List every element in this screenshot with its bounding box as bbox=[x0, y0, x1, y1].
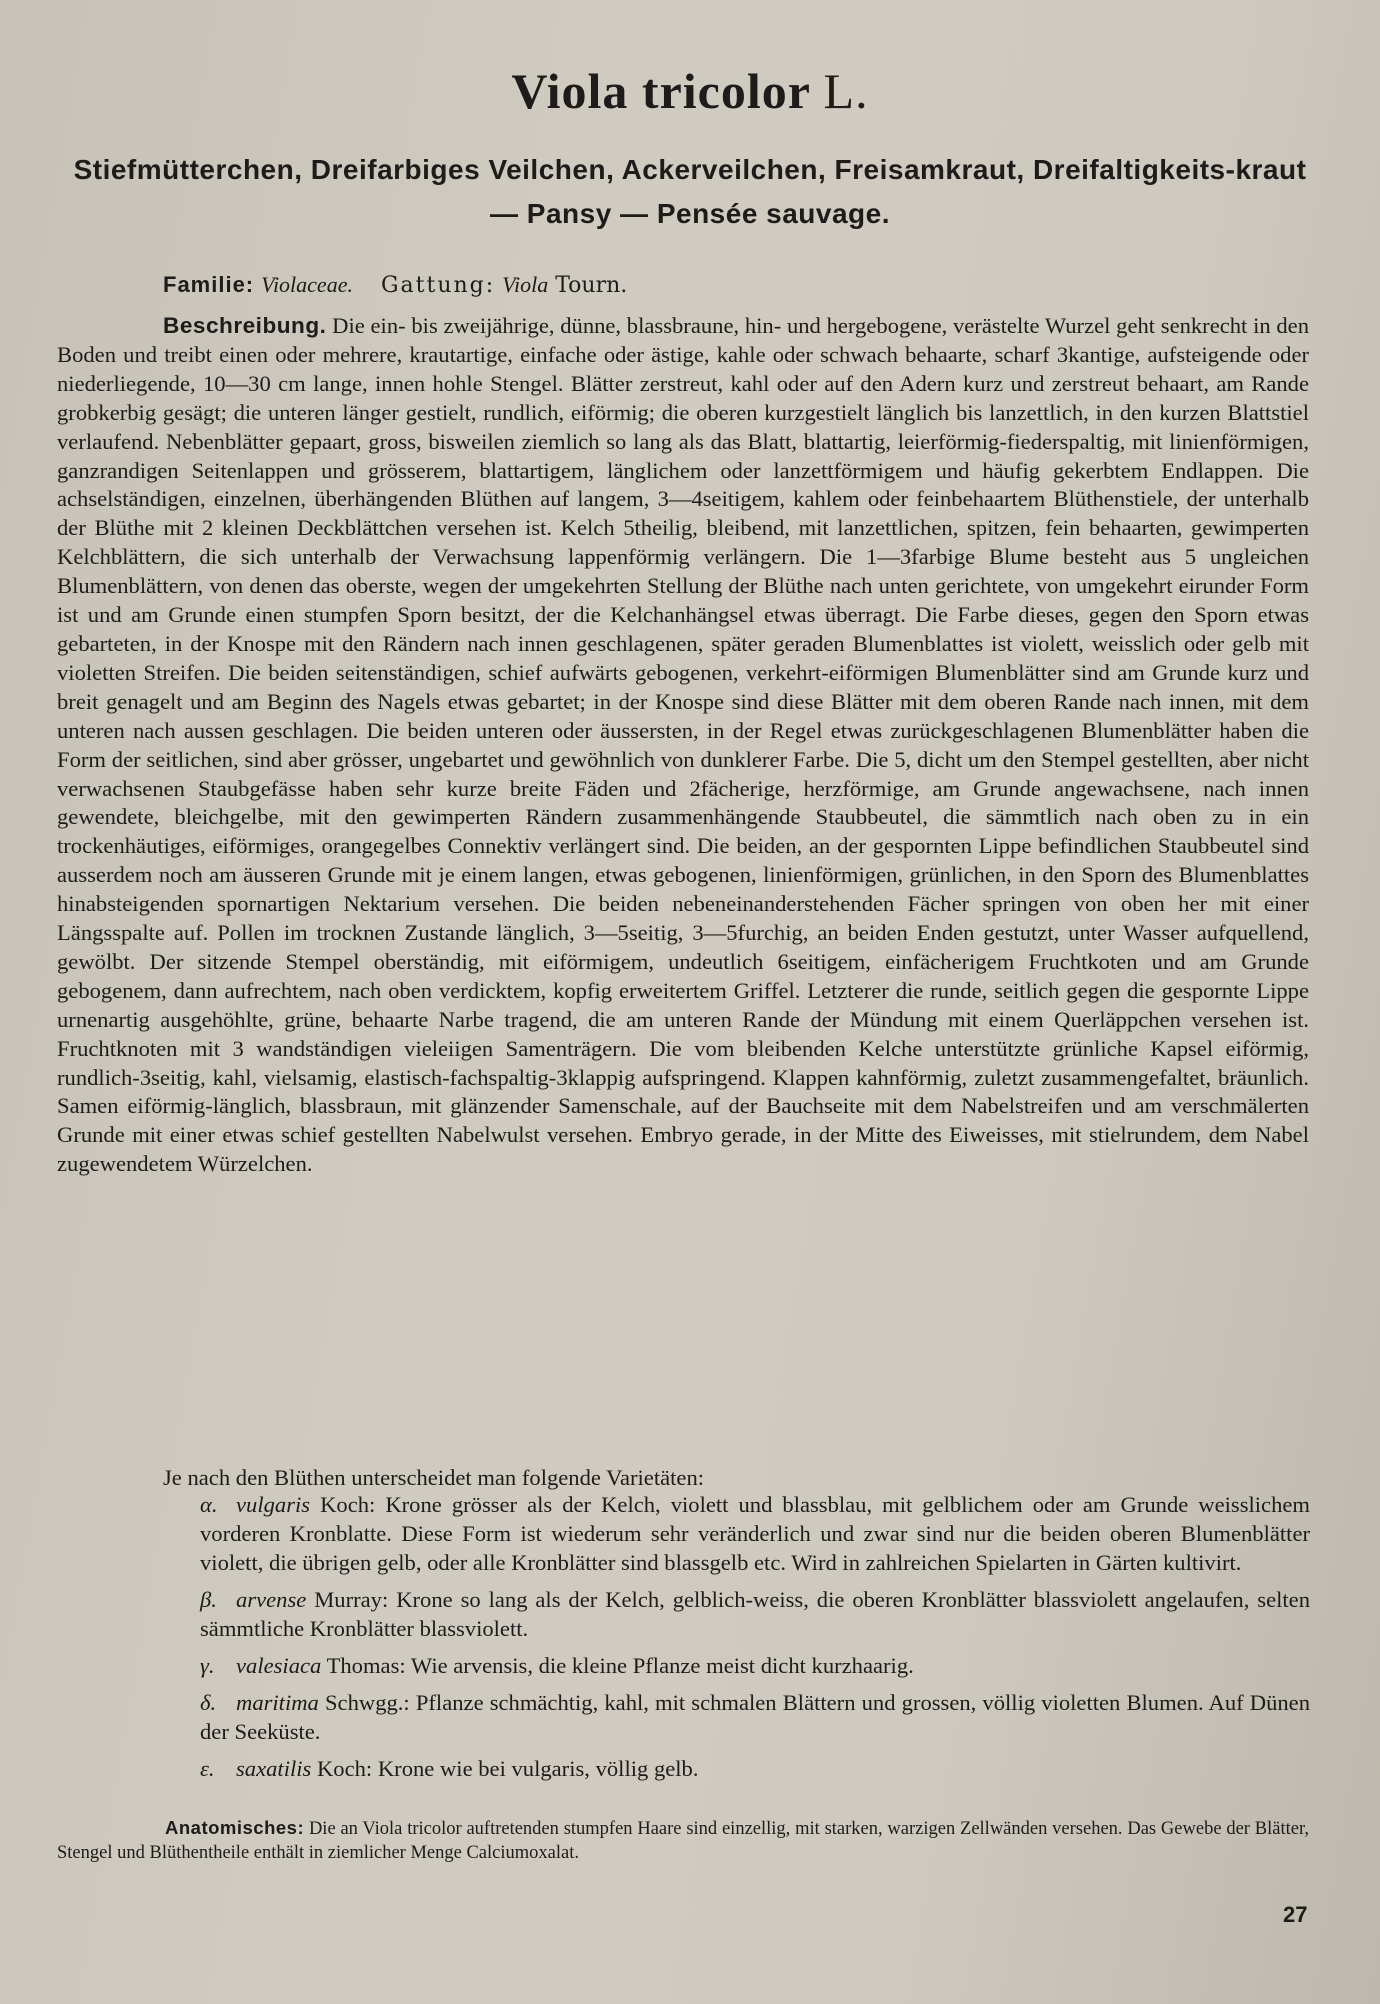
variety-author: Koch: bbox=[316, 1756, 373, 1781]
familie-label: Familie: bbox=[163, 272, 255, 297]
variety-text: Krone so lang als der Kelch, gelblich-weiss, die oberen Kronblätter blassviolett angelaufen, selten sämmtliche Kronblätter blassviolett. bbox=[200, 1587, 1310, 1641]
classification-line bbox=[163, 272, 627, 298]
anatomy-paragraph bbox=[57, 1816, 1309, 1865]
variety-item bbox=[200, 1754, 1310, 1783]
varieties-list bbox=[200, 1490, 1310, 1791]
description-paragraph bbox=[57, 312, 1309, 1179]
species-name: Viola tricolor bbox=[511, 63, 811, 119]
variety-item bbox=[200, 1585, 1310, 1643]
variety-name: maritima bbox=[236, 1690, 319, 1715]
variety-marker: β. bbox=[200, 1587, 217, 1612]
variety-author: Schwgg.: bbox=[324, 1690, 410, 1715]
variety-marker: γ. bbox=[200, 1653, 215, 1678]
anatomy-text: Die an Viola tricolor auftretenden stumpfen Haare sind einzellig, mit starken, warzigen Zellwänden versehen. Das Gewebe der Blätter, Stengel und Blüthentheile enthält in ziemlicher Menge Calciumoxalat. bbox=[57, 1819, 1309, 1863]
species-author: L. bbox=[823, 63, 869, 119]
variety-name: vulgaris bbox=[236, 1492, 311, 1517]
page-title bbox=[0, 62, 1380, 120]
description-lead: Beschreibung. bbox=[163, 313, 327, 338]
variety-name: arvense bbox=[236, 1587, 307, 1612]
variety-item bbox=[200, 1688, 1310, 1746]
anatomy-lead: Anatomisches: bbox=[165, 1817, 305, 1838]
familie-value: Violaceae. bbox=[261, 272, 353, 297]
variety-author: Thomas: bbox=[326, 1653, 406, 1678]
common-names: Stiefmütterchen, Dreifarbiges Veilchen, Ackerveilchen, Freisamkraut, Dreifaltigkeits-kraut — Pansy — Pensée sauvage. bbox=[73, 154, 1307, 229]
variety-name: valesiaca bbox=[236, 1653, 322, 1678]
variety-author: Koch: bbox=[320, 1492, 376, 1517]
variety-item bbox=[200, 1490, 1310, 1577]
variety-text: Krone wie bei vulgaris, völlig gelb. bbox=[377, 1756, 699, 1781]
gattung-author: Tourn. bbox=[555, 273, 628, 298]
variety-marker: ε. bbox=[200, 1756, 215, 1781]
variety-text: Wie arvensis, die kleine Pflanze meist dicht kurzhaarig. bbox=[410, 1653, 914, 1678]
page-number: 27 bbox=[1283, 1902, 1308, 1927]
variety-text: Pflanze schmächtig, kahl, mit schmalen Blättern und grossen, völlig violetten Blumen. Auf Dünen der Seeküste. bbox=[200, 1690, 1310, 1744]
variety-name: saxatilis bbox=[236, 1756, 312, 1781]
variety-marker: δ. bbox=[200, 1690, 217, 1715]
variety-text: Krone grösser als der Kelch, violett und blassblau, mit gelblichem oder am Grunde weisslichem vorderen Kronblatte. Diese Form ist wiederum sehr veränderlich und zwar sind nur die beiden oberen Blumenblätter violett, die übrigen gelb, oder alle Kronblätter sind blassgelb etc. Wird in zahlreichen Spielarten in Gärten kultivirt. bbox=[200, 1492, 1310, 1575]
variety-item bbox=[200, 1651, 1310, 1680]
gattung-label: Gattung: bbox=[380, 273, 496, 298]
varieties-intro: Je nach den Blüthen unterscheidet man folgende Varietäten: bbox=[163, 1465, 705, 1490]
variety-marker: α. bbox=[200, 1492, 218, 1517]
gattung-value: Viola bbox=[502, 272, 549, 297]
variety-author: Murray: bbox=[314, 1587, 389, 1612]
description-text: Die ein- bis zweijährige, dünne, blassbraune, hin- und hergebogene, verästelte Wurzel geht senkrecht in den Boden und treibt einen oder mehrere, krautartige, einfache oder ästige, kahle oder schwach behaarte, scharf 3kantige, aufsteigende oder niederliegende, 10—30 cm lange, innen hohle Stengel. Blätter zerstreut, kahl oder auf den Adern kurz und zerstreut behaart, am Rande grobkerbig gesägt; die unteren länger gestielt, rundlich, eiförmig; die oberen kurzgestielt länglich bis lanzettlich, in den kurzen Blattstiel verlaufend. Nebenblätter gepaart, gross, bisweilen ziemlich so lang als das Blatt, blattartig, leierförmig-fiederspaltig, mit linienförmigen, ganzrandigen Seitenlappen und grösserem, blattartigem, länglichem oder lanzettförmigem und häufig gekerbtem Endlappen. Die achselständigen, einzelnen, überhängenden Blüthen auf langem, 3—4seitigem, kahlem oder feinbehaartem Blüthenstiele, der unterhalb der Blüthe mit 2 kleinen Deckblättchen versehen ist. Kelch 5theilig, bleibend, mit lanzettlichen, spitzen, fein behaarten, gewimperten Kelchblättern, die sich unterhalb der Verwachsung lappenförmig verlängern. Die 1—3farbige Blume besteht aus 5 ungleichen Blumenblättern, von denen das oberste, wegen der umgekehrten Stellung der Blüthe nach unten gerichtete, von umgekehrt eirunder Form ist und am Grunde einen stumpfen Sporn besitzt, der die Kelchanhängsel etwas überragt. Die Farbe dieses, gegen den Sporn etwas gebarteten, in der Knospe mit den Rändern nach innen geschlagenen, später geraden Blumenblattes ist violett, weisslich oder gelb mit violetten Streifen. Die beiden seitenständigen, schief aufwärts gebogenen, verkehrt-eiförmigen Blumenblätter sind am Grunde kurz und breit genagelt und am Beginn des Nagels etwas gebartet; in der Knospe sind diese Blätter mit dem oberen Rande nach innen, mit dem unteren nach aussen geschlagen. Die beiden unteren oder äussersten, in der Regel etwas zurückgeschlagenen Blumenblätter haben die Form der seitlichen, sind aber grösser, ungebartet und gewöhnlich von dunklerer Farbe. Die 5, dicht um den Stempel gestellten, aber nicht verwachsenen Staubgefässe haben sehr kurze breite Fäden und 2fächerige, herzförmige, am Grunde angewachsene, nach innen gewendete, bleichgelbe, mit den gewimperten Rändern zusammenhängende Staubbeutel, die sämmtlich nach oben zu in ein trockenhäutiges, eiförmiges, orangegelbes Connektiv verlängert sind. Die beiden, an der gespornten Lippe befindlichen Staubbeutel sind ausserdem noch am äusseren Grunde mit je einem langen, etwas gebogenen, linienförmigen, grünlichen, in den Sporn des Blumenblattes hinabsteigenden spornartigen Nektarium versehen. Die beiden nebeneinanderstehenden Fächer springen von oben her mit einer Längsspalte auf. Pollen im trocknen Zustande länglich, 3—5seitig, 3—5furchig, an beiden Enden gestutzt, unter Wasser aufquellend, gewölbt. Der sitzende Stempel oberständig, mit eiförmigem, undeutlich 6seitigem, einfächerigem Fruchtkoten und am Grunde gebogenem, dann aufrechtem, nach oben verdicktem, kopfig erweitertem Griffel. Letzterer die runde, seitlich gegen die gespornte Lippe urnenartig ausgehöhlte, grüne, behaarte Narbe tragend, die am unteren Rande der Mündung mit einem Querläppchen versehen ist. Fruchtknoten mit 3 wandständigen vieleiigen Samenträgern. Die vom bleibenden Kelche unterstützte grünliche Kapsel eiförmig, rundlich-3seitig, kahl, vielsamig, elastisch-fachspaltig-3klappig aufspringend. Klappen kahnförmig, zuletzt zusammengefaltet, bräunlich. Samen eiförmig-länglich, blassbraun, mit glänzender Samenschale, auf der Bauchseite mit dem Nabelstreifen und am verschmälerten Grunde mit einer etwas schief gestellten Nabelwulst versehen. Embryo gerade, in der Mitte des Eiweisses, mit stielrundem, dem Nabel zugewendetem Würzelchen. bbox=[57, 313, 1309, 1177]
